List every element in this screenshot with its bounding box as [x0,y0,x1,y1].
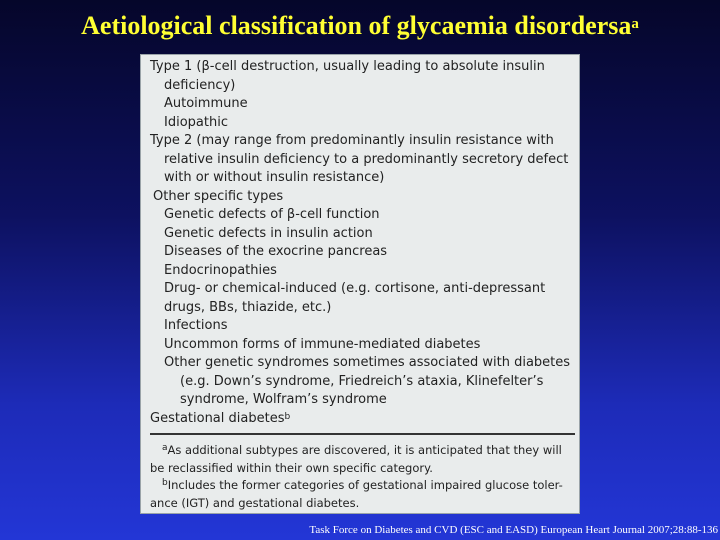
type-2-line-2: relative insulin deficiency to a predominantly secretory defect [164,151,569,167]
footnote-b-mark: b [162,478,168,488]
source-citation: Task Force on Diabetes and CVD (ESC and EASD) European Heart Journal 2007;28:88-136 [309,524,718,536]
footnote-a-text: As additional subtypes are discovered, it is anticipated that they will [167,443,562,457]
footnote-divider [150,433,575,435]
gestational-footnote-mark: b [284,411,291,422]
gestational-diabetes-text: Gestational diabetes [150,410,285,426]
type-2-line-3: with or without insulin resistance) [164,170,385,185]
gestational-diabetes-item [141,410,581,429]
genetic-syndromes-line-2: (e.g. Down’s syndrome, Friedreich’s ataxia, Klinefelter’s [180,373,544,389]
slide-title-text: Aetiological classification of glycaemia disordersa [81,11,632,40]
classification-list [141,58,581,428]
footnote-b-line-1 [141,477,581,495]
footnotes [141,442,581,512]
classification-table [140,54,580,514]
endocrinopathies-item: Endocrinopathies [164,262,277,278]
other-specific-types-heading: Other specific types [153,188,284,204]
genetic-syndromes-line-1: Other genetic syndromes sometimes associated with diabetes [164,355,571,370]
footnote-a-line-2: be reclassified within their own specific category. [150,460,433,475]
genetic-syndromes-line-3: syndrome, Wolfram’s syndrome [180,392,387,407]
slide-title [0,10,720,42]
genetic-beta-cell-item: Genetic defects of β-cell function [164,207,380,222]
type-2-line-1: Type 2 (may range from predominantly insulin resistance with [150,133,554,148]
type-1-line-2: deficiency) [164,77,236,93]
infections-item: Infections [164,318,228,333]
immune-mediated-item: Uncommon forms of immune-mediated diabetes [164,336,481,352]
idiopathic-item: Idiopathic [164,114,228,130]
drug-induced-line-2: drugs, BBs, thiazide, etc.) [164,299,332,315]
type-1-line-1: Type 1 (β-cell destruction, usually leading to absolute insulin [150,59,545,74]
drug-induced-line-1: Drug- or chemical-induced (e.g. cortisone, anti-depressant [164,281,546,296]
footnote-b-text: Includes the former categories of gestational impaired glucose toler- [167,478,563,492]
footnote-a-mark: a [162,443,168,453]
footnote-b-line-2: ance (IGT) and gestational diabetes. [150,495,360,510]
exocrine-pancreas-item: Diseases of the exocrine pancreas [164,244,388,259]
slide-title-superscript: a [631,16,639,32]
genetic-insulin-action-item: Genetic defects in insulin action [164,225,373,241]
autoimmune-item: Autoimmune [164,96,248,111]
footnote-a-line-1 [141,442,581,460]
